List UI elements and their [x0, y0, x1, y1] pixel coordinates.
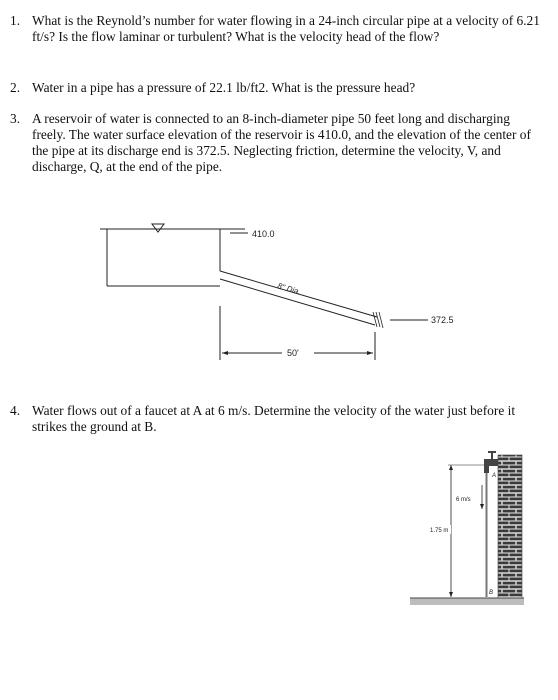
reservoir-pipe-figure	[90, 208, 470, 378]
arrow-left-icon	[222, 351, 228, 355]
pipe-diameter-label: 8" Dia.	[276, 281, 302, 297]
water-surface-marker-icon	[152, 224, 164, 232]
arrow-down-icon	[449, 592, 453, 597]
question-text: Water flows out of a faucet at A at 6 m/s. Determine the velocity of the water just before it strikes the ground at B.	[32, 403, 516, 434]
point-a-label: A	[492, 473, 497, 479]
end-elevation-label: 372.5	[431, 315, 454, 325]
surface-elevation-label: 410.0	[252, 229, 275, 239]
question-number: 2.	[10, 80, 21, 95]
arrow-right-icon	[367, 351, 373, 355]
arrow-down-icon	[480, 504, 484, 509]
velocity-label: 6 m/s	[456, 497, 471, 503]
question-number: 4.	[10, 403, 21, 418]
question-text: What is the Reynold’s number for water flowing in a 24-inch circular pipe at a velocity of 6.21 ft/s? Is the flow laminar or turbulent? What is the velocity head of the flow?	[32, 13, 540, 44]
arrow-up-icon	[449, 465, 453, 470]
ground	[410, 598, 524, 605]
faucet-figure	[404, 445, 534, 615]
question-number: 3.	[10, 111, 21, 126]
pipe-length-label: 50'	[287, 348, 299, 358]
question-text: Water in a pipe has a pressure of 22.1 lb/ft2. What is the pressure head?	[32, 80, 416, 95]
faucet-spout	[484, 459, 489, 473]
height-label: 1.75 m	[430, 528, 449, 534]
question-text: A reservoir of water is connected to an 8-inch-diameter pipe 50 feet long and discharging freely. The water surface elevation of the reservoir is 410.0, and the elevation of the center of the pipe at its discharge end is 372.5. Neglecting friction, determine the velocity, V, and discharge, Q, at the end of the pipe.	[32, 111, 531, 174]
question-number: 1.	[10, 13, 21, 28]
point-b-label: B	[489, 590, 494, 596]
brick-wall	[498, 455, 522, 598]
